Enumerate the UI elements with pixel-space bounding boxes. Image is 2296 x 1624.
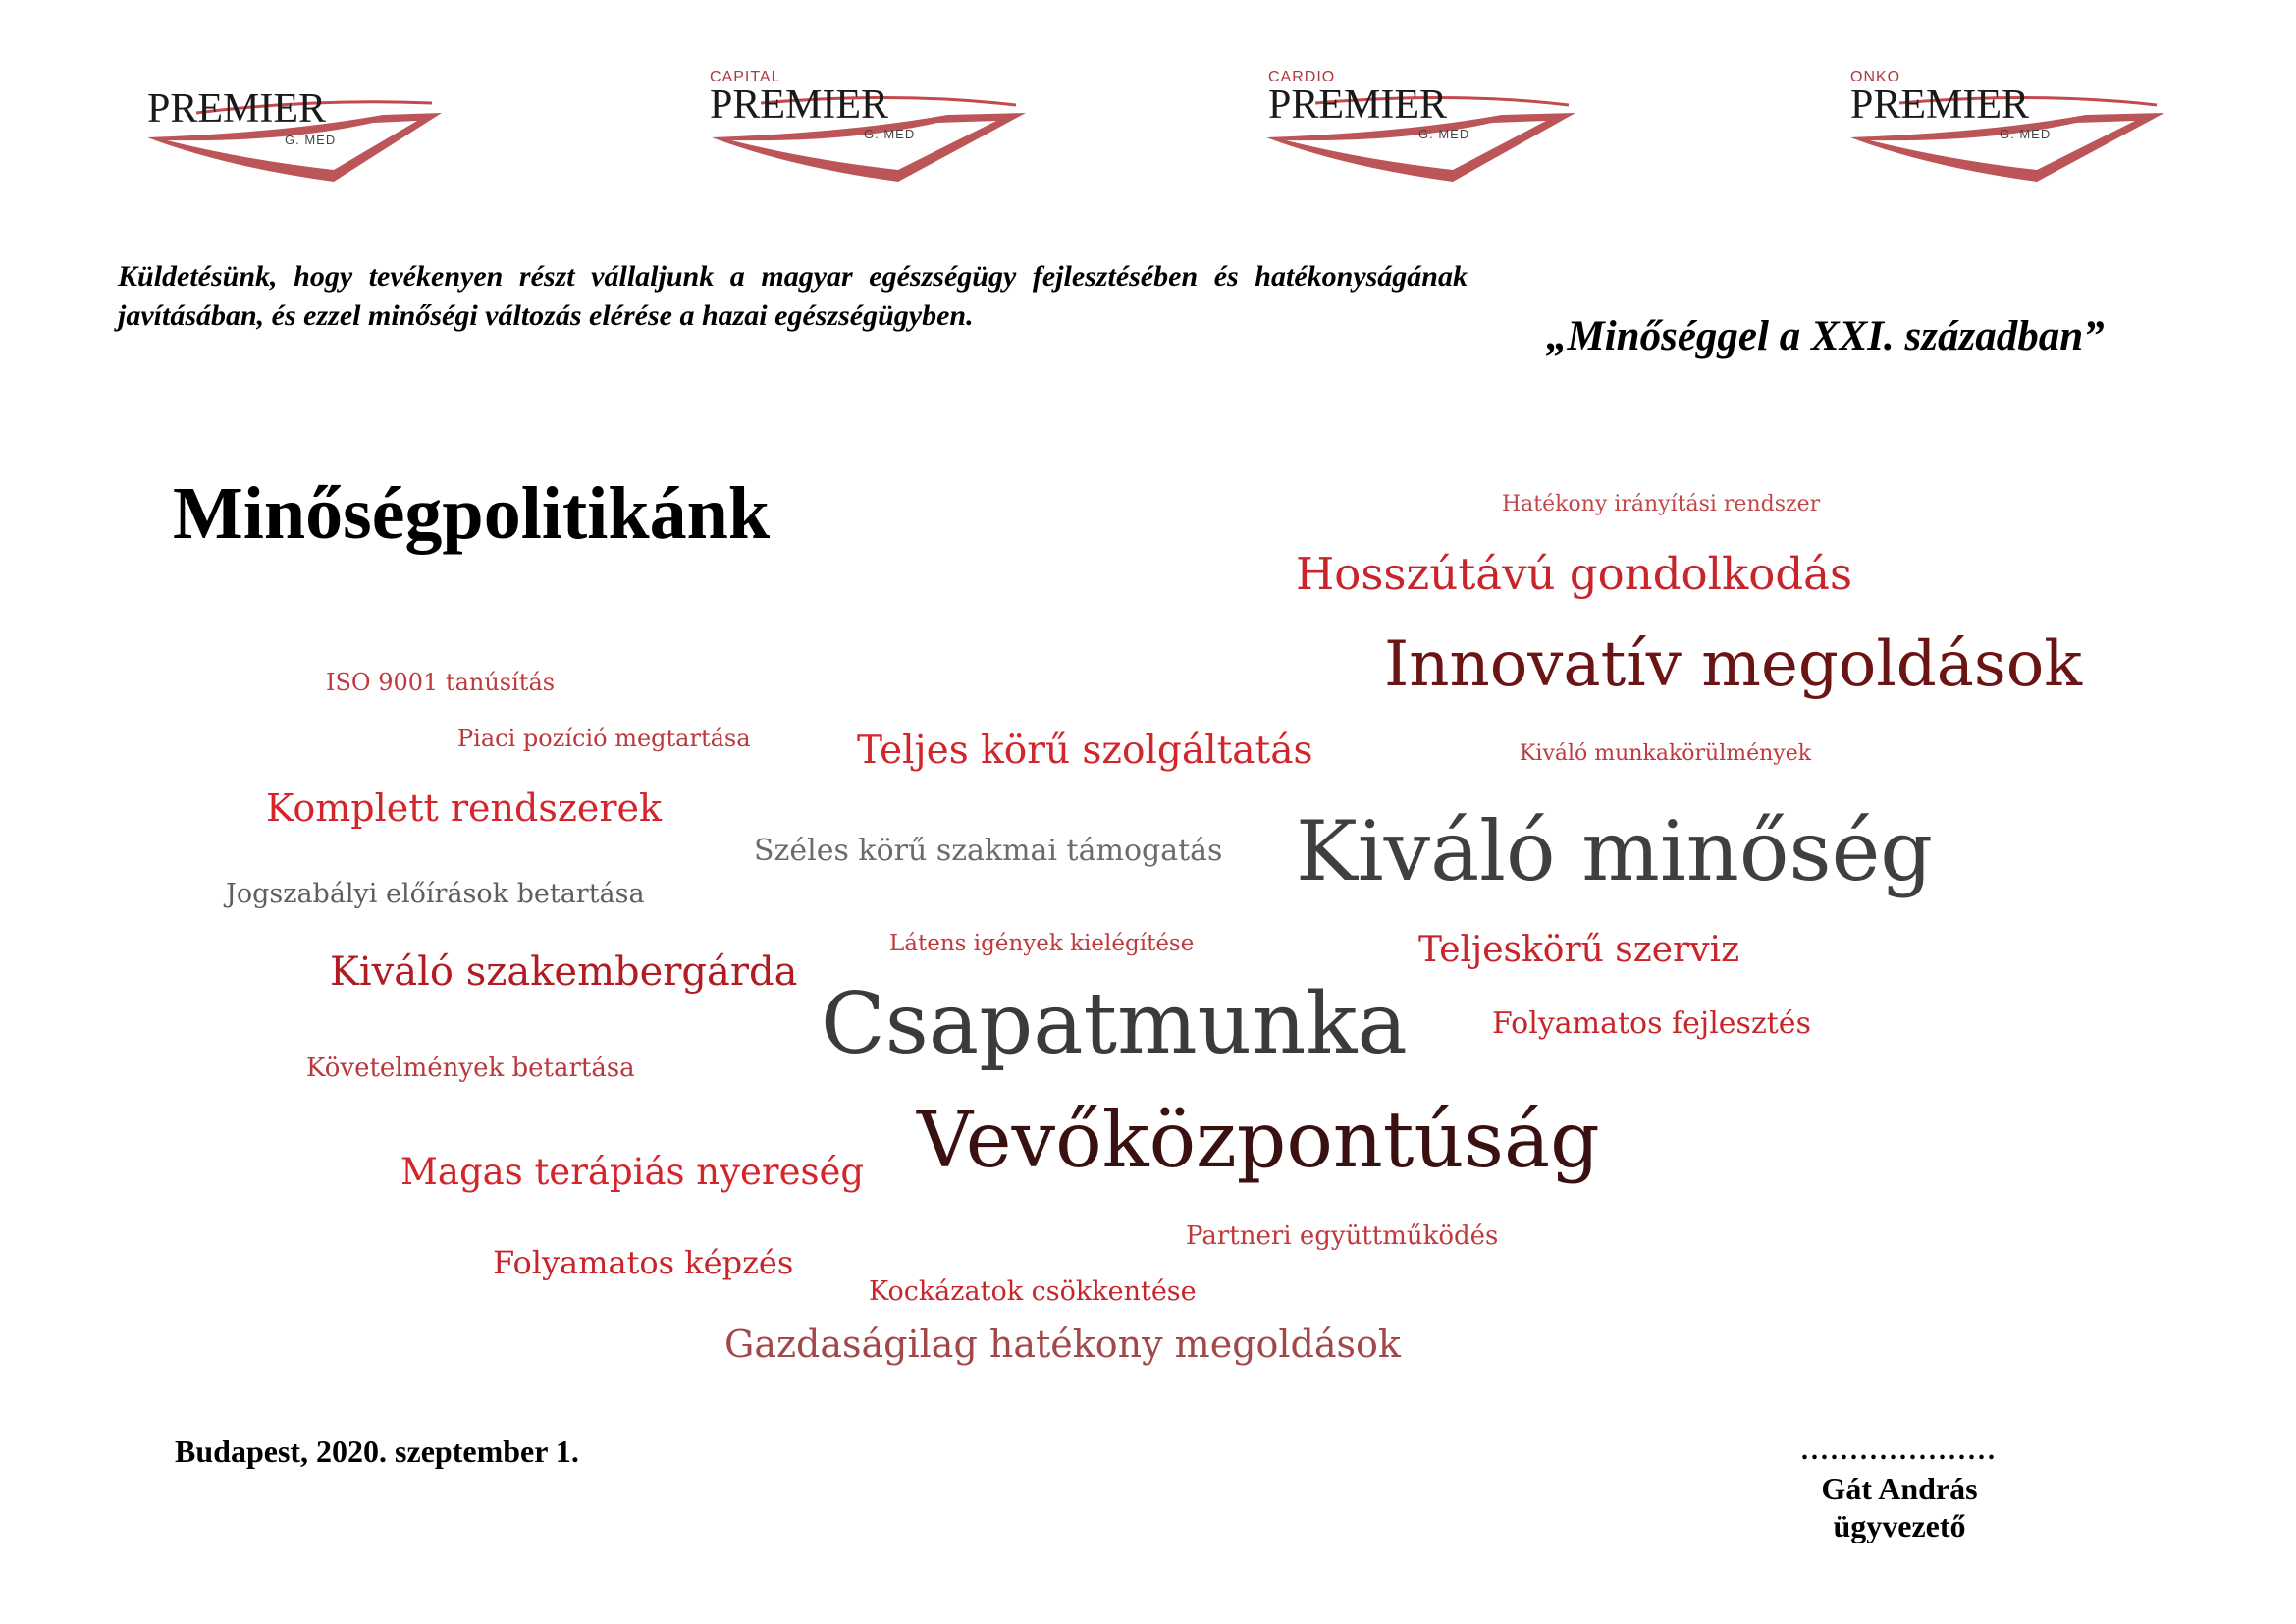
motto: „Minőséggel a XXI. században”	[1546, 313, 2105, 359]
cloud-word: Teljes körű szolgáltatás	[857, 729, 1313, 773]
cloud-word: Hatékony irányítási rendszer	[1502, 492, 1821, 516]
cloud-word: Gazdaságilag hatékony megoldások	[724, 1323, 1401, 1366]
cloud-word: Látens igények kielégítése	[889, 931, 1195, 956]
mission-statement: Küldetésünk, hogy tevékenyen részt vállaljunk a magyar egészségügy fejlesztésében és hatékonyságának javításában, és ezzel minőségi változás elérése a hazai egészségügyben.	[118, 260, 1468, 332]
logo-name: PREMIER	[1268, 82, 1448, 128]
logo-suffix: G. MED	[1418, 127, 1470, 141]
cloud-word: Innovatív megoldások	[1384, 628, 2083, 701]
cloud-word: Követelmények betartása	[306, 1054, 635, 1083]
logo-name: PREMIER	[147, 86, 327, 132]
logo-prefix: CARDIO	[1268, 69, 1336, 85]
cloud-word: Kiváló minőség	[1296, 803, 1934, 899]
cloud-word: Széles körű szakmai támogatás	[754, 834, 1223, 868]
logo-prefix: ONKO	[1850, 69, 1901, 85]
cloud-word: Kiváló szakembergárda	[330, 949, 798, 995]
cloud-word: Folyamatos képzés	[493, 1244, 794, 1281]
cloud-word: ISO 9001 tanúsítás	[326, 669, 556, 696]
cloud-word: Teljeskörű szerviz	[1418, 930, 1740, 970]
page-title: Minőségpolitikánk	[173, 472, 771, 555]
logo-name: PREMIER	[1850, 82, 2030, 128]
cloud-word: Hosszútávú gondolkodás	[1296, 548, 1853, 600]
logo-suffix: G. MED	[864, 127, 916, 141]
cloud-word: Csapatmunka	[821, 975, 1408, 1073]
signatory-role: ügyvezető	[1833, 1508, 1966, 1543]
cloud-word: Magas terápiás nyereség	[400, 1151, 865, 1193]
cloud-word: Jogszabályi előírások betartása	[226, 879, 645, 909]
signatory-name: Gát András	[1821, 1471, 1978, 1506]
logo-name: PREMIER	[710, 82, 889, 128]
cloud-word: Komplett rendszerek	[266, 786, 663, 830]
cloud-word: Kiváló munkakörülmények	[1520, 741, 1812, 766]
cloud-word: Kockázatok csökkentése	[869, 1276, 1197, 1307]
logo-suffix: G. MED	[2000, 127, 2052, 141]
logo-prefix: CAPITAL	[710, 69, 781, 85]
logo-suffix: G. MED	[285, 133, 337, 147]
cloud-word: Folyamatos fejlesztés	[1492, 1006, 1811, 1041]
cloud-word: Partneri együttműködés	[1186, 1221, 1499, 1251]
signature-line: ....................	[1801, 1435, 1998, 1466]
cloud-word: Piaci pozíció megtartása	[457, 725, 751, 752]
place-date: Budapest, 2020. szeptember 1.	[175, 1434, 579, 1469]
cloud-word: Vevőközpontúság	[917, 1095, 1600, 1185]
